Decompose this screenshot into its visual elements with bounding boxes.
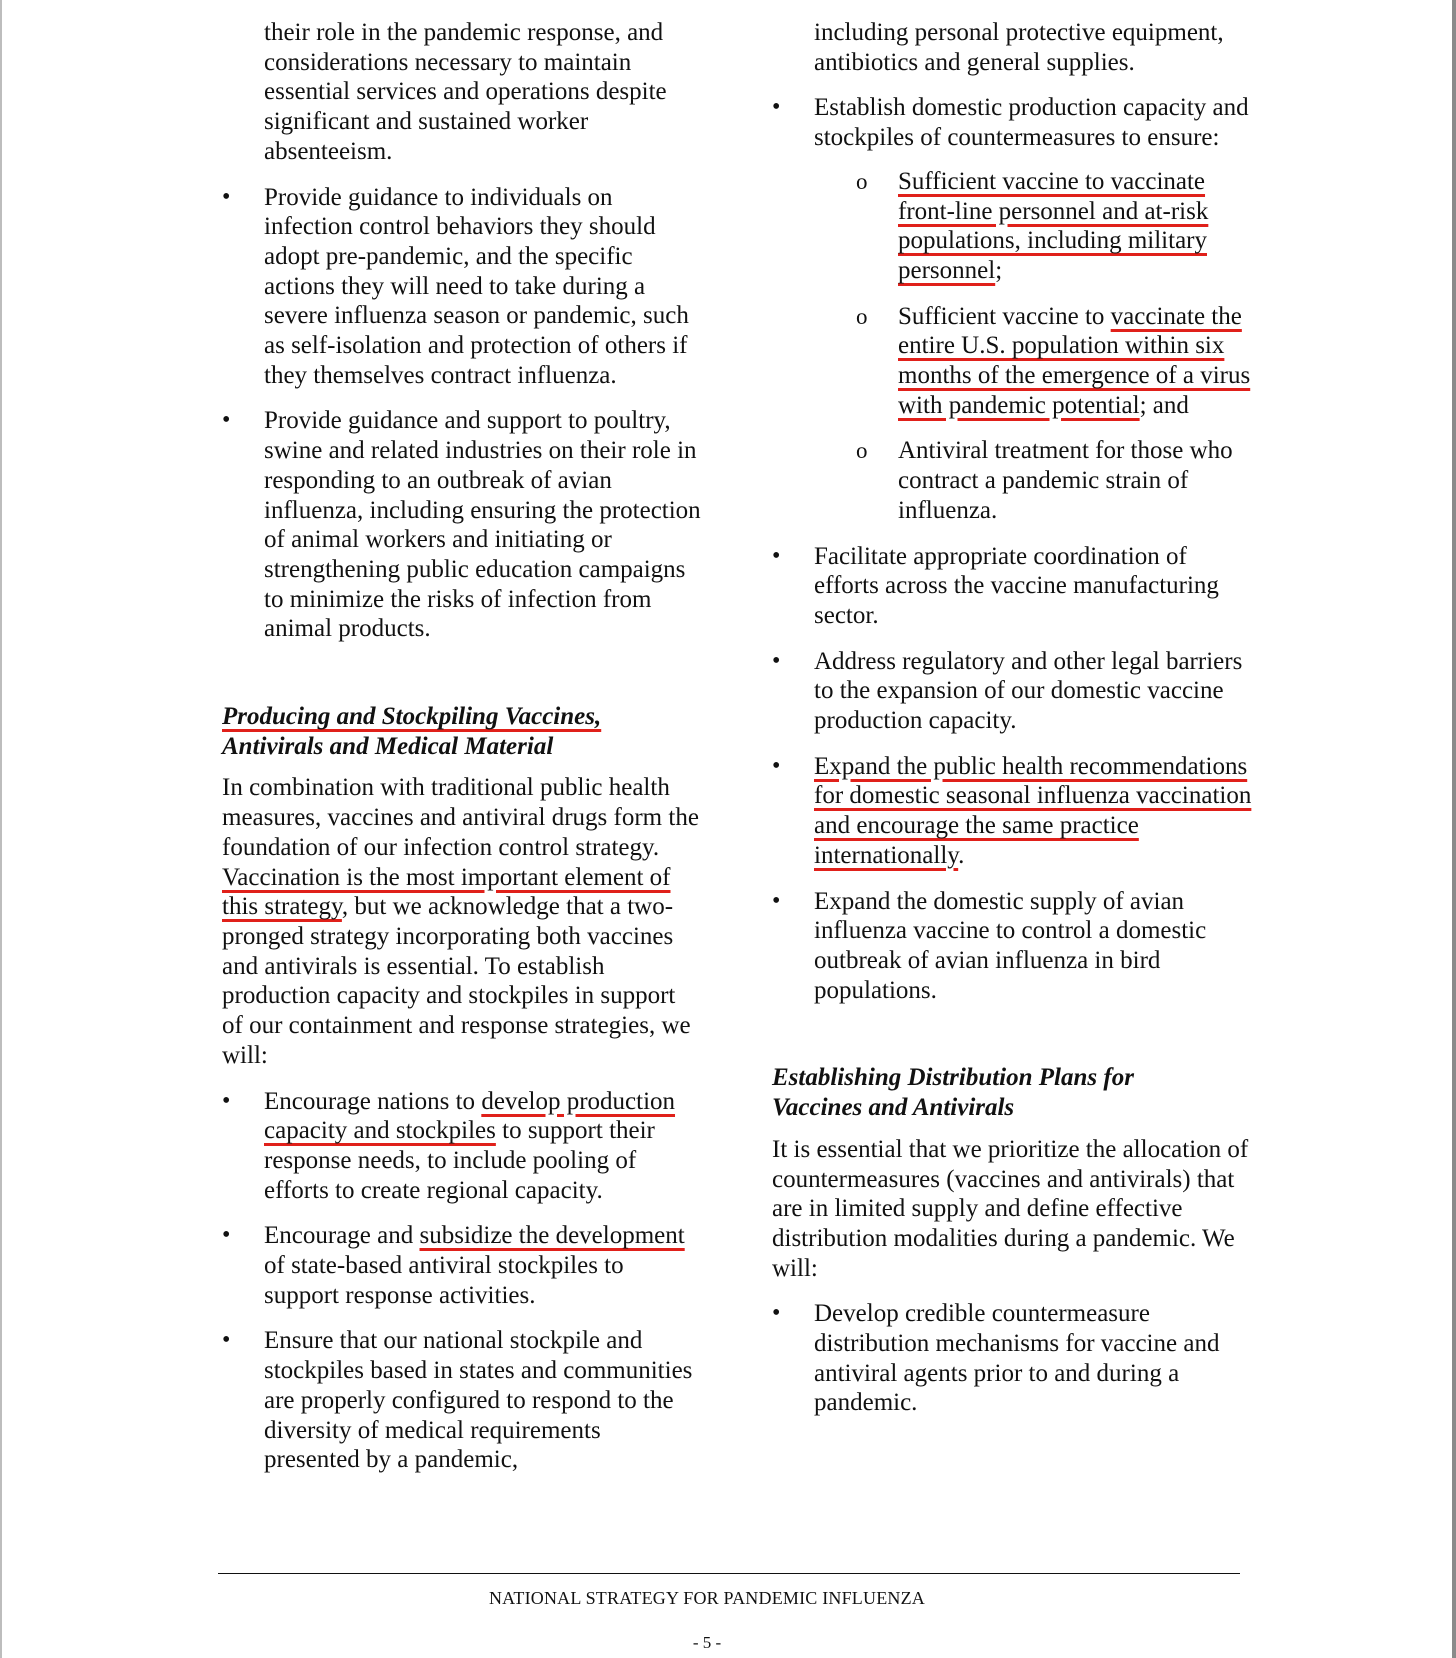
section-paragraph: In combination with traditional public health measures, vaccines and antiviral drugs form the foundation of our infection control strategy. Vaccination is the most important element of this strategy, but we acknowledge that a two-pronged strategy incorporating both vaccines and antivirals is essential. To establish production capacity and stockpiles in support of our containment and response strategies, we will: [222, 774, 699, 1069]
list-item: • Facilitate appropriate coordination of efforts across the vaccine manufacturing sector. [772, 542, 1252, 631]
page-edge-right [1452, 0, 1456, 1658]
list-item: • Establish domestic production capacity and stockpiles of countermeasures to ensure: o Sufficient vaccine to vaccinate front-line personnel and at-risk populations, including military personnel; o Sufficient vaccine to vaccinate the entire U.S. population within six months of the emergence of a virus with pandemic potential; and o Antiviral treatment for those who contract a pandemic strain of influenza. [772, 93, 1252, 525]
bullet-list-guidance [222, 183, 702, 645]
continued-text: including personal protective equipment, antibiotics and general supplies. [814, 19, 1224, 76]
heading-line-1: Establishing Distribution Plans for [772, 1064, 1134, 1092]
bullet-list-stockpiles [222, 1087, 702, 1475]
left-column [222, 18, 702, 1491]
sub-list [856, 167, 1252, 526]
highlighted-text: Vaccination is the most important element of this strategy [222, 863, 671, 921]
sub-list-item: o Sufficient vaccine to vaccinate front-line personnel and at-risk populations, including military personnel; [856, 167, 1252, 286]
list-item: • Expand the public health recommendations for domestic seasonal influenza vaccination and encourage the same practice internationally. [772, 752, 1252, 871]
list-item: • Ensure that our national stockpile and stockpiles based in states and communities are properly configured to respond to the diversity of medical requirements presented by a pandemic, [222, 1326, 702, 1475]
highlighted-text: subsidize the development [419, 1222, 685, 1250]
footer-rule [218, 1573, 1240, 1574]
heading-line-1: Producing and Stockpiling Vaccines, [222, 703, 602, 731]
bullet-list-distribution [772, 1299, 1252, 1418]
list-item: • Provide guidance to individuals on infection control behaviors they should adopt pre-pandemic, and the specific actions they will need to take during a severe influenza season or pandemic, such as self-isolation and protection of others if they themselves contract influenza. [222, 183, 702, 391]
bullet-list-production [772, 93, 1252, 1005]
list-item: • Provide guidance and support to poultry, swine and related industries on their role in responding to an outbreak of avian influenza, including ensuring the protection of animal workers and initiating or strengthening public education campaigns to minimize the risks of infection from animal products. [222, 406, 702, 644]
section-heading-vaccines [222, 702, 702, 761]
heading-line-2: Antivirals and Medical Material [222, 732, 554, 760]
list-item: • Develop credible countermeasure distribution mechanisms for vaccine and antiviral agents prior to and during a pandemic. [772, 1299, 1252, 1418]
heading-line-2: Vaccines and Antivirals [772, 1094, 1015, 1122]
list-item: • Encourage and subsidize the development of state-based antiviral stockpiles to support response activities. [222, 1221, 702, 1310]
section-paragraph: It is essential that we prioritize the allocation of countermeasures (vaccines and antivirals) that are in limited supply and define effective distribution modalities during a pandemic. We will: [772, 1135, 1249, 1282]
highlighted-text: Expand the public health recommendations for domestic seasonal influenza vaccination and encourage the same practice internationally [814, 752, 1252, 869]
sub-list-item: o Antiviral treatment for those who contract a pandemic strain of influenza. [856, 436, 1252, 525]
page-edge-left [0, 0, 2, 1658]
continued-text: their role in the pandemic response, and considerations necessary to maintain essential services and operations despite significant and sustained worker absenteeism. [264, 19, 667, 165]
sub-list-item: o Sufficient vaccine to vaccinate the entire U.S. population within six months of the emergence of a virus with pandemic potential; and [856, 302, 1252, 421]
footer-title: NATIONAL STRATEGY FOR PANDEMIC INFLUENZA [488, 1588, 925, 1608]
highlighted-text: vaccinate the entire U.S. population within six months of the emergence of a virus with pandemic potential [898, 302, 1251, 419]
right-column [772, 18, 1252, 1434]
page-number: - 5 - [692, 1633, 722, 1652]
list-item: • Address regulatory and other legal barriers to the expansion of our domestic vaccine production capacity. [772, 647, 1252, 736]
list-item: • Expand the domestic supply of avian influenza vaccine to control a domestic outbreak of avian influenza in bird populations. [772, 887, 1252, 1006]
list-item: • Encourage nations to develop production capacity and stockpiles to support their response needs, to include pooling of efforts to create regional capacity. [222, 1087, 702, 1206]
section-heading-distribution [772, 1063, 1252, 1122]
highlighted-text: develop production capacity and stockpiles [264, 1087, 676, 1145]
highlighted-text: Sufficient vaccine to vaccinate front-line personnel and at-risk populations, including military personnel [898, 167, 1209, 284]
